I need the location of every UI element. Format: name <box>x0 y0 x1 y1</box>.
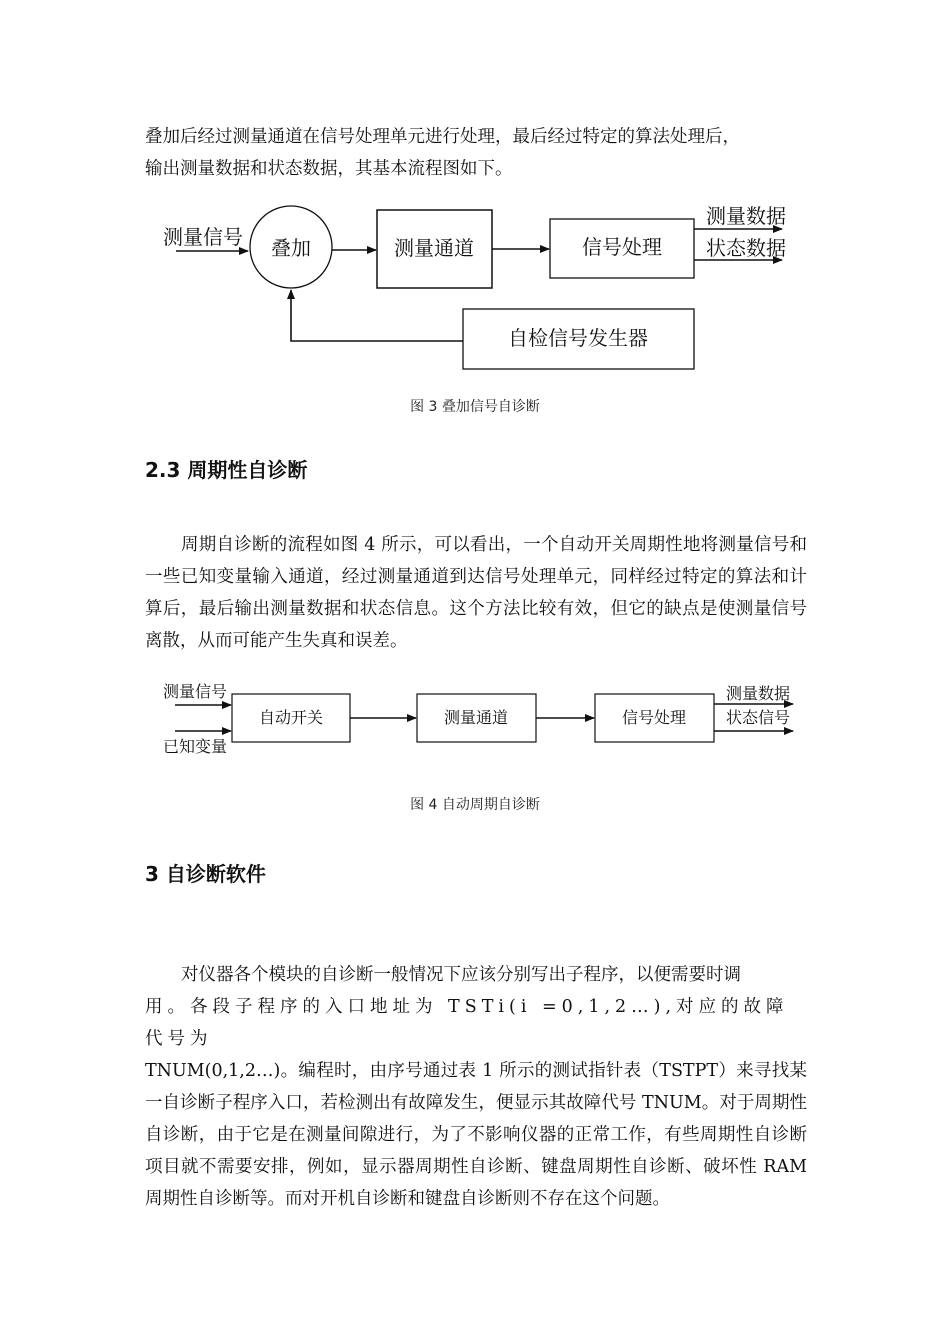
fig3-generator-label: 自检信号发生器 <box>508 326 648 350</box>
figure-3-diagram <box>0 195 950 385</box>
figure-4-diagram <box>0 675 950 760</box>
fig3-feedback-arrow <box>291 290 463 341</box>
section-3-paragraph <box>145 959 807 1215</box>
section-3-line-2: 用。各段子程序的入口地址为 TSTi(i =0,1,2…),对应的故障代号为 <box>145 997 789 1049</box>
section-3-line-1: 对仪器各个模块的自诊断一般情况下应该分别写出子程序，以便需要时调 <box>181 965 741 985</box>
fig4-switch-label: 自动开关 <box>258 708 324 727</box>
figure-3-caption: 图 3 叠加信号自诊断 <box>410 399 540 415</box>
fig3-channel-label: 测量通道 <box>394 236 474 260</box>
intro-line-1: 叠加后经过测量通道在信号处理单元进行处理，最后经过特定的算法处理后， <box>145 127 740 147</box>
fig4-output-1: 测量数据 <box>726 684 791 703</box>
section-2-3-paragraph: 周期自诊断的流程如图 4 所示，可以看出，一个自动开关周期性地将测量信号和一些已知变量输入通道，经过测量通道到达信号处理单元，同样经过特定的算法和计算后，最后输出测量数据和状态信息。这个方法比较有效，但它的缺点是使测量信号离散，从而可能产生失真和误差。 <box>145 535 807 651</box>
fig4-output-2: 状态信号 <box>726 708 791 727</box>
fig3-processing-label: 信号处理 <box>582 235 662 259</box>
intro-paragraph <box>145 121 807 185</box>
section-2-3-heading: 2.3 周期性自诊断 <box>145 458 308 482</box>
section-3-heading: 3 自诊断软件 <box>145 862 266 886</box>
fig4-input-2: 已知变量 <box>163 737 228 756</box>
intro-line-2: 输出测量数据和状态数据，其基本流程图如下。 <box>145 159 513 179</box>
fig3-sum-label: 叠加 <box>271 236 311 260</box>
figure-4-caption: 图 4 自动周期自诊断 <box>410 797 540 813</box>
section-3-rest: TNUM(0,1,2…)。编程时，由序号通过表 1 所示的测试指针表（TSTPT）来寻找某一自诊断子程序入口，若检测出有故障发生，便显示其故障代号 TNUM。对于周期性自诊断，由于它是在测量间隙进行，为了不影响仪器的正常工作，有些周期性自诊断项目就不需要安排，例如，显示器周期性自诊断、键盘周期性自诊断、破坏性 RAM 周期性自诊断等。而对开机自诊断和键盘自诊断则不存在这个问题。 <box>145 1061 807 1209</box>
fig3-input-label: 测量信号 <box>163 225 243 249</box>
fig4-channel-label: 测量通道 <box>443 708 509 727</box>
fig3-output-2: 状态数据 <box>706 236 786 260</box>
fig4-input-1: 测量信号 <box>163 682 228 701</box>
fig4-processing-label: 信号处理 <box>621 708 687 727</box>
fig3-output-1: 测量数据 <box>706 204 786 228</box>
